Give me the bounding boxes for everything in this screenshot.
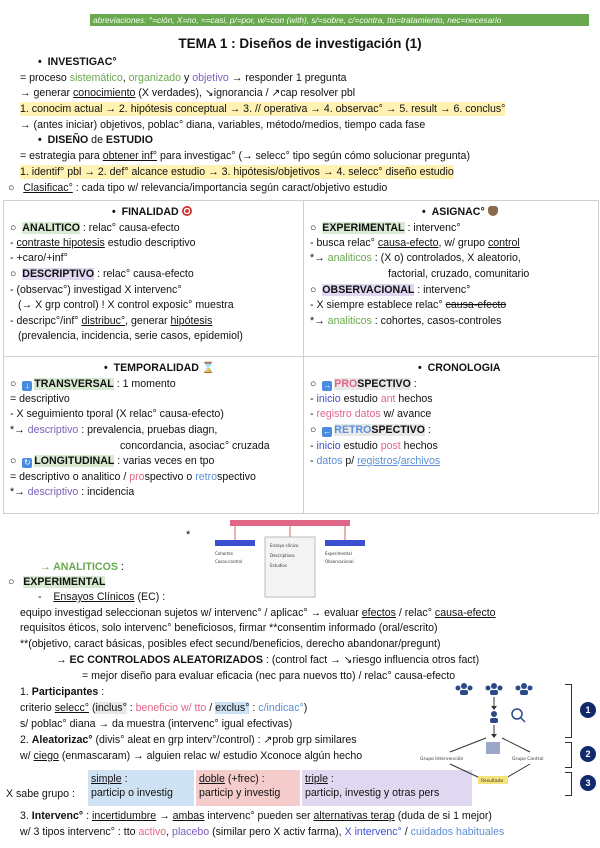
ensayos-p3: **(objetivo, caract básicas, posibles efect secund/beneficios, derecho abandonar/pregunt) [20,638,441,650]
text: : cada tipo w/ relevancia/importancia según caract/objetivo estudio [72,182,388,194]
text: , w/ grupo [438,237,488,249]
arrow-head [491,706,497,710]
text: Intervenc° [31,810,84,822]
text: beneficio w/ tto [135,702,207,714]
text: , [122,72,129,84]
text: w/ 3 tipos intervenc° : tto [20,826,139,838]
text: causa-efecto [445,299,507,311]
text: descriptivo [27,486,79,498]
text: incertidumbre [91,810,157,822]
text: hechos [400,440,438,452]
cronologia-line3 [310,407,431,421]
grupo-intervencion-label: Grupo Intervención [420,757,464,762]
text: particip o investig [91,787,173,799]
text: w/ avance [380,408,432,420]
text: : 1 momento [113,378,176,390]
text: : intervenc° [414,284,471,296]
grid-horizontal-divider [4,356,598,357]
text: *→ [310,252,328,264]
diseno-steps: 1. identif° pbl → 2. def° alcance estudio → 3. hipótesis/objetivos → 4. selecc° diseño estudio [20,166,454,178]
text: y [181,72,193,84]
text: , generar [125,315,171,327]
text: particip, investig y otras pers [305,787,440,799]
grupo-control-label: Grupo Control [512,757,544,762]
text: p/ [342,455,358,467]
participantes-heading [20,685,104,699]
doble-box [196,770,300,806]
temporalidad-line7 [10,470,256,484]
step-2-badge: 2 [580,746,596,762]
analiticos-experimental: ○ EXPERIMENTAL [8,576,106,588]
text: = proceso [20,72,70,84]
text: - busca relac° [310,237,378,249]
investigac-antes: → (antes iniciar) objetivos, poblac° diana, variables, método/medios, tiempo cada fase [20,119,426,131]
investigac-heading-text: INVESTIGAC° [47,56,117,68]
text: : (X o) controlados, X aleatorio, [371,252,521,264]
finalidad-line7 [10,314,212,328]
thumb-label: Ensayo clínico [270,543,299,548]
prospectivo-label [334,378,411,390]
text: : intervenc° [404,222,461,234]
text: alternativas terap [313,810,395,822]
investigac-steps: 1. conocim actual → 2. hipótesis conceptual → 3. // operativa → 4. observac° → 5. result → 6. conclus° [20,103,506,115]
text: particip y investig [199,787,281,799]
ensayos-p2: requisitos éticos, solo intervenc° beneficiosos, firmar **consentim informado (oral/escrito) [20,622,438,634]
text: ciego [33,750,59,762]
diseno-definition [20,149,470,163]
text: Aleatorizac° [31,734,93,746]
step-3-badge: 3 [580,775,596,791]
diseno-clasificacion: ○ Clasificac° : cada tipo w/ relevancia/importancia según caract/objetivo estudio [8,182,388,194]
text: criterio [20,702,55,714]
text: : [121,773,128,785]
text: FINALIDAD [121,206,179,218]
magnifier-handle [521,718,525,722]
text: - [310,408,317,420]
text: triple [305,773,328,785]
x-sabe-grupo: X sabe grupo : [6,788,75,800]
grid-vertical-divider [303,201,304,513]
temporalidad-line8 [10,485,134,499]
ensayos-p1 [20,606,496,620]
page-title: TEMA 1 : Diseños de investigación (1) [178,36,422,51]
text: ASIGNAC° [431,206,485,218]
bracket-2 [565,742,572,768]
poblacion-diana: s/ poblac° diana → da muestra (intervenc° igual efectivas) [20,718,293,730]
text: efectos [361,607,396,619]
text: → EC CONTROLADOS ALEATORIZADOS [56,654,263,666]
text: archivos [400,455,441,467]
text: Clasificac° [23,182,73,194]
text: distribuc° [81,315,126,327]
text: selecc° [54,702,89,714]
text: / [206,702,216,714]
text: : relac° causa-efecto [79,222,180,234]
cronologia-heading: • CRONOLOGIA [418,362,501,374]
cronologia-line2 [310,392,433,406]
text: SPECTIVO [357,378,411,390]
text: (duda de si 1 mejor) [394,810,492,822]
text: (EC) : [134,591,166,603]
text: registro datos [316,408,381,420]
text: OBSERVACIONAL [322,284,415,296]
text: 3. [20,810,32,822]
investigac-heading: • INVESTIGAC° [38,56,117,68]
text: / relac° [395,607,435,619]
text: : [424,424,431,436]
finalidad-line6: (→ X grp control) ! X control exposic° muestra [18,299,234,311]
arrow-line [450,738,486,752]
text: → ANALITICOS [40,561,118,573]
text: : prevalencia, pruebas diagn, [78,424,218,436]
text: CRONOLOGIA [427,362,501,374]
asignac-line7 [310,314,501,328]
text: cuidados habituales [410,826,505,838]
bracket-1 [565,684,572,738]
text: : [98,686,105,698]
text: : (control fact → ↘riesgo influencia otros fact) [262,654,480,666]
text: descriptivo [27,424,79,436]
thumb-star: * [186,529,191,541]
text: EXPERIMENTAL [23,576,106,588]
temporalidad-line3: - X seguimiento tporal (X relac° causa-efecto) [10,408,224,420]
text: equipo investigad seleccionan sujetos w/ intervenc° / aplicac° → evaluar [20,607,362,619]
randomizer-icon [486,742,500,754]
text: causa-efecto [377,237,439,249]
text: → responder 1 pregunta [228,72,347,84]
word-objetivo: objetivo [192,72,229,84]
text: hechos [395,393,433,405]
text: - [310,440,317,452]
simple-box [88,770,194,806]
asignac-observacional: ○ OBSERVACIONAL : intervenc° [310,284,471,296]
text: inclus° [95,702,127,714]
text: contraste hipotesis [16,237,105,249]
text: estudio [340,440,381,452]
text: 2. [20,734,32,746]
text: *→ [310,315,328,327]
finalidad-line3: - +caro/+inf° [10,252,68,264]
text: w/ [20,750,34,762]
cronologia-retrospectivo: ○ ← RETROSPECTIVO : [310,424,431,436]
finalidad-line8: (prevalencia, incidencia, serie casos, epidemiol) [18,330,243,342]
text: (X verdades), ↘ignorancia / ↗cap resolver pbl [135,87,356,99]
text: , [166,826,173,838]
finalidad-line5: - (observac°) investigad X intervenc° [10,284,182,296]
trial-flow-illustration [420,678,550,788]
text: analiticos [327,315,372,327]
text: de [88,134,106,146]
text: : varias veces en tpo [114,455,215,467]
thumb-label: Cohortes [215,551,233,556]
text: inicio [316,393,341,405]
cronologia-line5 [310,439,438,453]
text: para investigac° (→ selecc° tipo según cómo solucionar pregunta) [157,150,470,162]
criterio-seleccion [20,701,307,715]
aleatorizacion [20,733,357,747]
text: post [380,440,401,452]
text: - descripc°/inf° [10,315,82,327]
text: exclus° [215,702,250,714]
text: / [401,826,411,838]
temporalidad-longitudinal: ○ ↻ LONGITUDINAL : varias veces en tpo [10,455,215,467]
text: ambas [172,810,205,822]
text: : relac° causa-efecto [94,268,194,280]
investigac-line2 [20,86,355,100]
word-conocimiento: conocimiento [73,87,136,99]
text: TEMPORALIDAD [113,362,199,374]
finalidad-heading: • FINALIDAD [112,205,192,219]
finalidad-line2: - contraste hipotesis estudio descriptivo [10,237,196,249]
text: = estrategia para [20,150,103,162]
text: : cohortes, casos-controles [371,315,502,327]
text: estudio descriptivo [104,237,196,249]
finalidad-analitico: ○ ANALITICO : relac° causa-efecto [10,222,180,234]
resultado-label: Resultado [481,779,504,784]
text: - X siempre establece relac° [310,299,446,311]
temporalidad-line5: concordancia, asociac° cruzada [120,440,270,452]
text: : [410,378,417,390]
text: inicio [316,440,341,452]
text: registros [357,455,398,467]
investigac-definition [20,71,347,85]
text: DESCRIPTIVO [22,268,95,280]
text: (enmascaram) → alguien relac w/ estudio Xconoce algún hecho [58,750,363,762]
text: EXPERIMENTAL [322,222,405,234]
text: LONGITUDINAL [34,455,115,467]
asignac-experimental: ○ EXPERIMENTAL : intervenc° [310,222,461,234]
text: : incidencia [78,486,135,498]
text: simple [91,773,122,785]
word-sistematico: sistemático [69,72,123,84]
cronologia-line6 [310,454,440,468]
text: intervenc° pueden ser [204,810,314,822]
magnifier-icon [512,709,522,719]
temporalidad-line4 [10,423,217,437]
detective-icon [488,206,498,216]
arrow-right-icon: → [323,381,332,390]
blinding-boxes [88,770,472,806]
bracket-3 [565,772,572,796]
ciego [20,749,362,763]
thumb-label: Casos-control [215,559,243,564]
asignac-line6 [310,298,506,312]
text: datos [316,455,343,467]
thumb-label: Descriptivos [270,553,295,558]
text: - [310,455,317,467]
text: : [117,561,124,573]
arrow-head [491,734,497,738]
step-1-badge: 1 [580,702,596,718]
arrow-line [502,738,530,752]
text: SPECTIVO [371,424,425,436]
asignac-line3 [310,251,521,265]
arrow-line [506,764,530,778]
thumb-label: Observacional [325,559,354,564]
text: spectivo o [144,471,196,483]
temporalidad-heading: • TEMPORALIDAD ⌛ [104,362,216,374]
text: - [310,393,317,405]
design-tree-thumbnail [195,515,385,600]
intervencion [20,809,492,823]
text: obtener inf° [102,150,158,162]
tipos-intervencion [20,825,504,839]
temporalidad-line2: = descriptivo [10,393,70,405]
diseno-heading: • DISEÑO de ESTUDIO [38,134,153,146]
retrospectivo-label [334,424,425,436]
text: X intervenc° [344,826,402,838]
ec-mejor-diseno: = mejor diseño para evaluar eficacia (nec para nuevos tto) / relac° causa-efecto [82,670,456,682]
arrow-left-icon: ← [323,427,332,436]
text: *→ [10,424,28,436]
abbreviations-bar: abreviaciones: °=ción, X=no, ≈=casi, p/=por, w/=con (with), s/=sobre, c/=contra, tto=tratamiento, nec=necesario [90,14,589,26]
text: PRO [334,378,358,390]
text: ) [303,702,308,714]
text: = descriptivo o analitico / [10,471,130,483]
text: Participantes [31,686,99,698]
asignac-line2 [310,236,520,250]
text: control [487,237,520,249]
text: activo [138,826,167,838]
text: → [156,810,173,822]
text: (divis° aleat en grp interv°/control) : ↗prob grp similares [92,734,357,746]
sample-icon [490,711,498,723]
ensayos-clinicos: - Ensayos Clínicos (EC) : [38,591,166,603]
temporalidad-transversal: ○ ↓ TRANSVERSAL : 1 momento [10,378,176,390]
text: RETRO [334,424,372,436]
text: 1. [20,686,32,698]
hourglass-icon: ⌛ [201,362,216,374]
text: ANALITICO [22,222,80,234]
text: placebo [172,826,210,838]
text: TRANSVERSAL [34,378,114,390]
text: (similar pero X activ farma), [209,826,345,838]
arrow-down-icon: ↓ [22,381,32,391]
text: pro [129,471,145,483]
text: causa-efecto [434,607,496,619]
text: *→ [10,486,28,498]
text: DISEÑO [47,134,89,146]
thumb-box [215,540,255,546]
text: doble [199,773,225,785]
thumb-label: Experimental [325,551,352,556]
asignac-heading: • ASIGNAC° [422,205,498,219]
text: estudio [340,393,381,405]
text: / [397,455,401,467]
text: c/indicac° [258,702,304,714]
target-icon [182,206,192,216]
classification-grid [3,200,599,514]
text: analiticos [327,252,372,264]
word-organizado: organizado [128,72,182,84]
ec-controlados [56,653,479,667]
cronologia-prospectivo: ○ → PROSPECTIVO : [310,378,417,390]
text: hipótesis [170,315,213,327]
asignac-line4: factorial, cruzado, comunitario [388,268,530,280]
finalidad-descriptivo: ○ DESCRIPTIVO : relac° causa-efecto [10,268,194,280]
analiticos-heading [40,560,124,574]
text: (+frec) : [224,773,265,785]
thumb-bar-top [230,520,350,526]
text: ESTUDIO [105,134,153,146]
text: : [327,773,334,785]
text: : [249,702,259,714]
text: : [126,702,136,714]
text: : [83,810,92,822]
text: Ensayos Clínicos [53,591,135,603]
text: ( [89,702,96,714]
arrow-line [450,764,480,778]
thumb-label: Estudios [270,563,287,568]
text: spectivo [217,471,256,483]
repeat-icon: ↻ [23,458,31,467]
text: ant [380,393,396,405]
text: → generar [20,87,73,99]
thumb-box [325,540,365,546]
text: retro [195,471,218,483]
population-icon [456,683,533,695]
